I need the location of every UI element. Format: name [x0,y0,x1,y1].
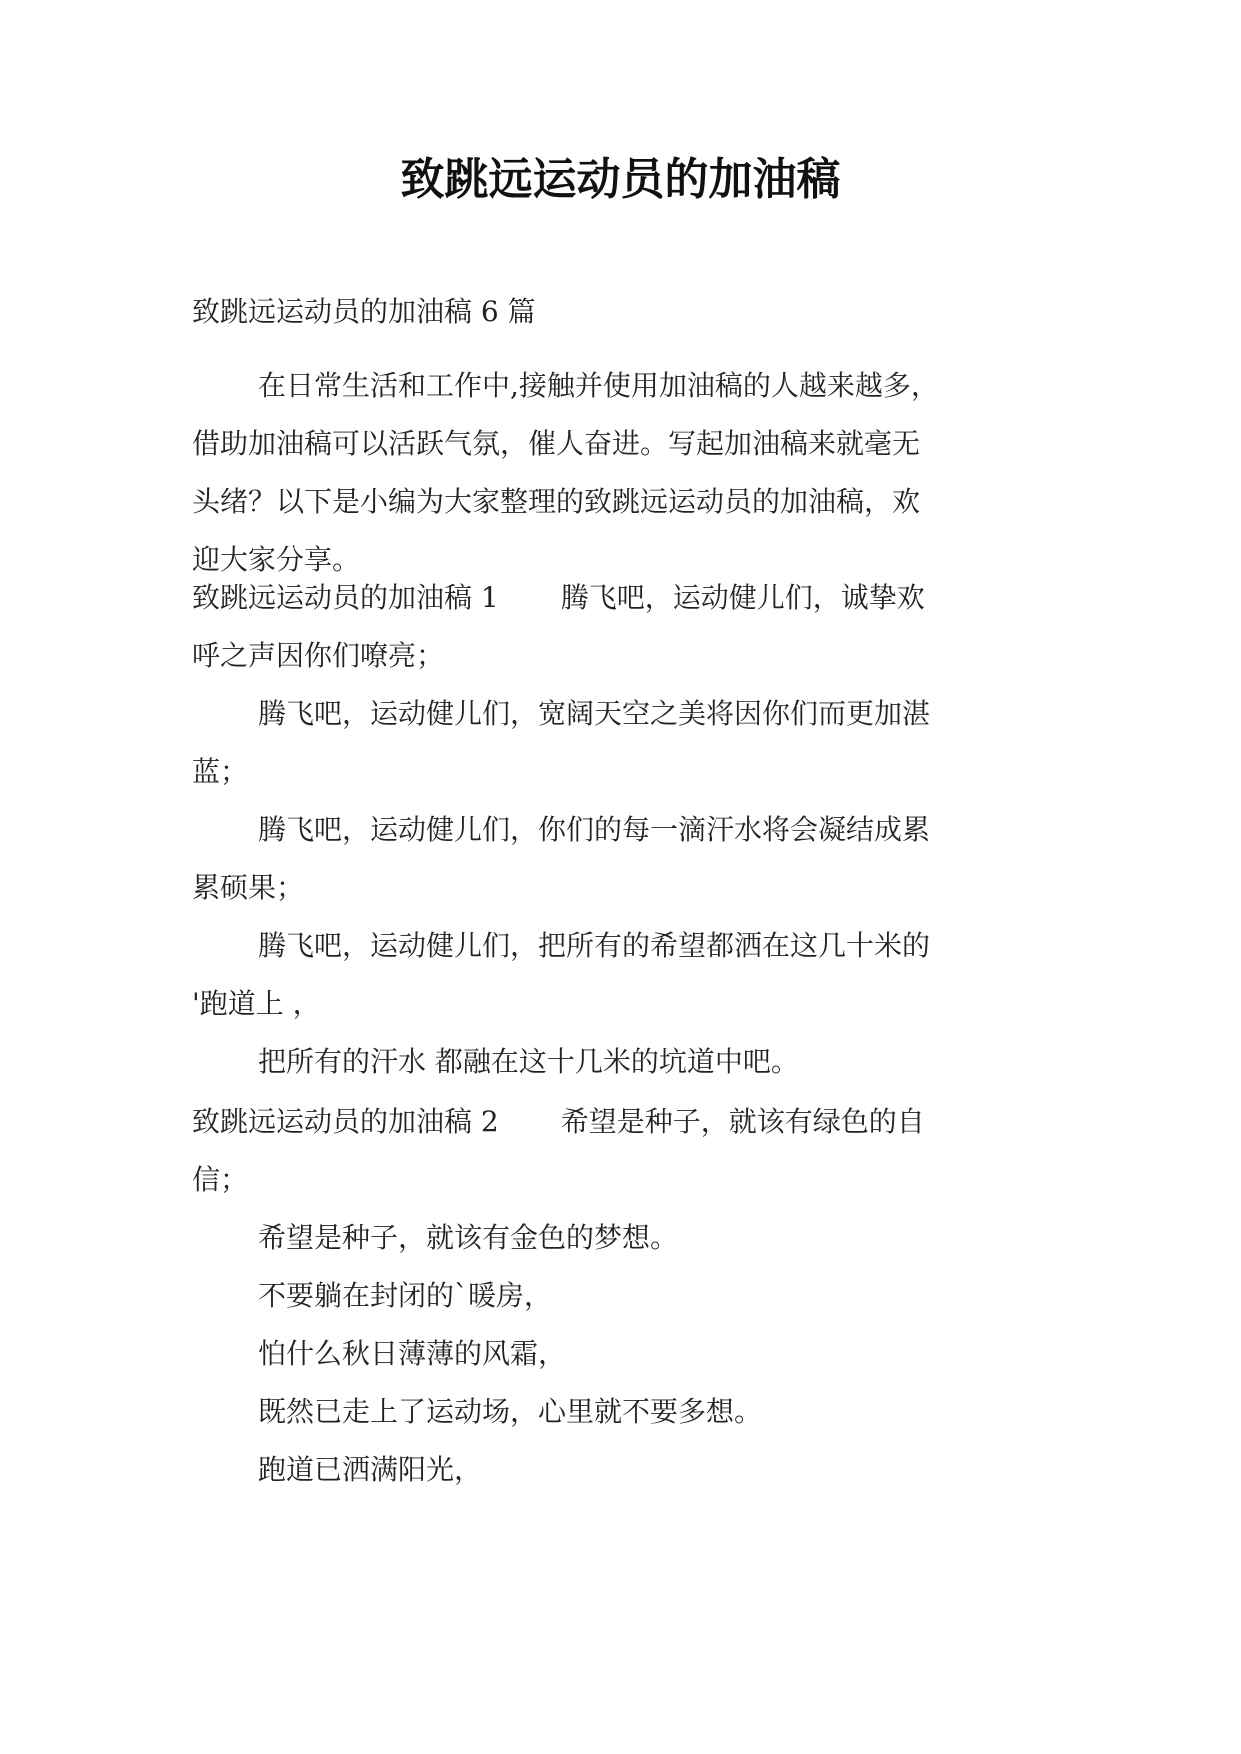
section-2-line: 既然已走上了运动场，心里就不要多想。 [258,1395,763,1428]
section-1-line: 呼之声因你们嘹亮； [192,639,445,672]
section-2-heading: 致跳远运动员的加油稿 2 [192,1105,499,1138]
section-1-first-line [192,569,1052,627]
section-1-line: 腾飞吧，运动健儿们，宽阔天空之美将因你们而更加湛 [258,697,931,730]
section-1-first-text: 腾飞吧，运动健儿们，诚挚欢 [560,581,925,614]
intro-line: 在日常生活和工作中,接触并使用加油稿的人越来越多， [258,369,939,402]
section-1 [192,569,1052,1091]
section-1-line: 把所有的汗水 都融在这十几米的坑道中吧。 [258,1045,799,1078]
section-1-line: 蓝； [192,755,249,788]
section-1-line: 累硕果； [192,871,305,904]
intro-line: 迎大家分享。 [192,543,361,576]
section-2-line: 跑道已洒满阳光， [258,1453,483,1486]
section-1-line: '跑道上 ， [192,987,321,1020]
section-2-line: 希望是种子，就该有金色的梦想。 [258,1221,679,1254]
section-2-first-line [192,1093,1052,1151]
intro-paragraph [192,357,1052,589]
section-2 [192,1093,1052,1499]
section-1-line: 腾飞吧，运动健儿们，你们的每一滴汗水将会凝结成累 [258,813,931,846]
section-2-line: 信； [192,1163,249,1196]
document-subtitle: 致跳远运动员的加油稿 6 篇 [192,295,536,328]
document-title: 致跳远运动员的加油稿 [400,154,841,205]
section-1-line: 腾飞吧，运动健儿们，把所有的希望都洒在这几十米的 [258,929,931,962]
section-2-first-text: 希望是种子，就该有绿色的自 [560,1105,925,1138]
intro-line: 借助加油稿可以活跃气氛，催人奋进。写起加油稿来就毫无 [192,427,921,460]
intro-line: 头绪？以下是小编为大家整理的致跳远运动员的加油稿，欢 [192,485,921,518]
section-2-line: 怕什么秋日薄薄的风霜， [258,1337,567,1370]
section-1-heading: 致跳远运动员的加油稿 1 [192,581,499,614]
section-2-line: 不要躺在封闭的`暖房， [258,1279,553,1312]
